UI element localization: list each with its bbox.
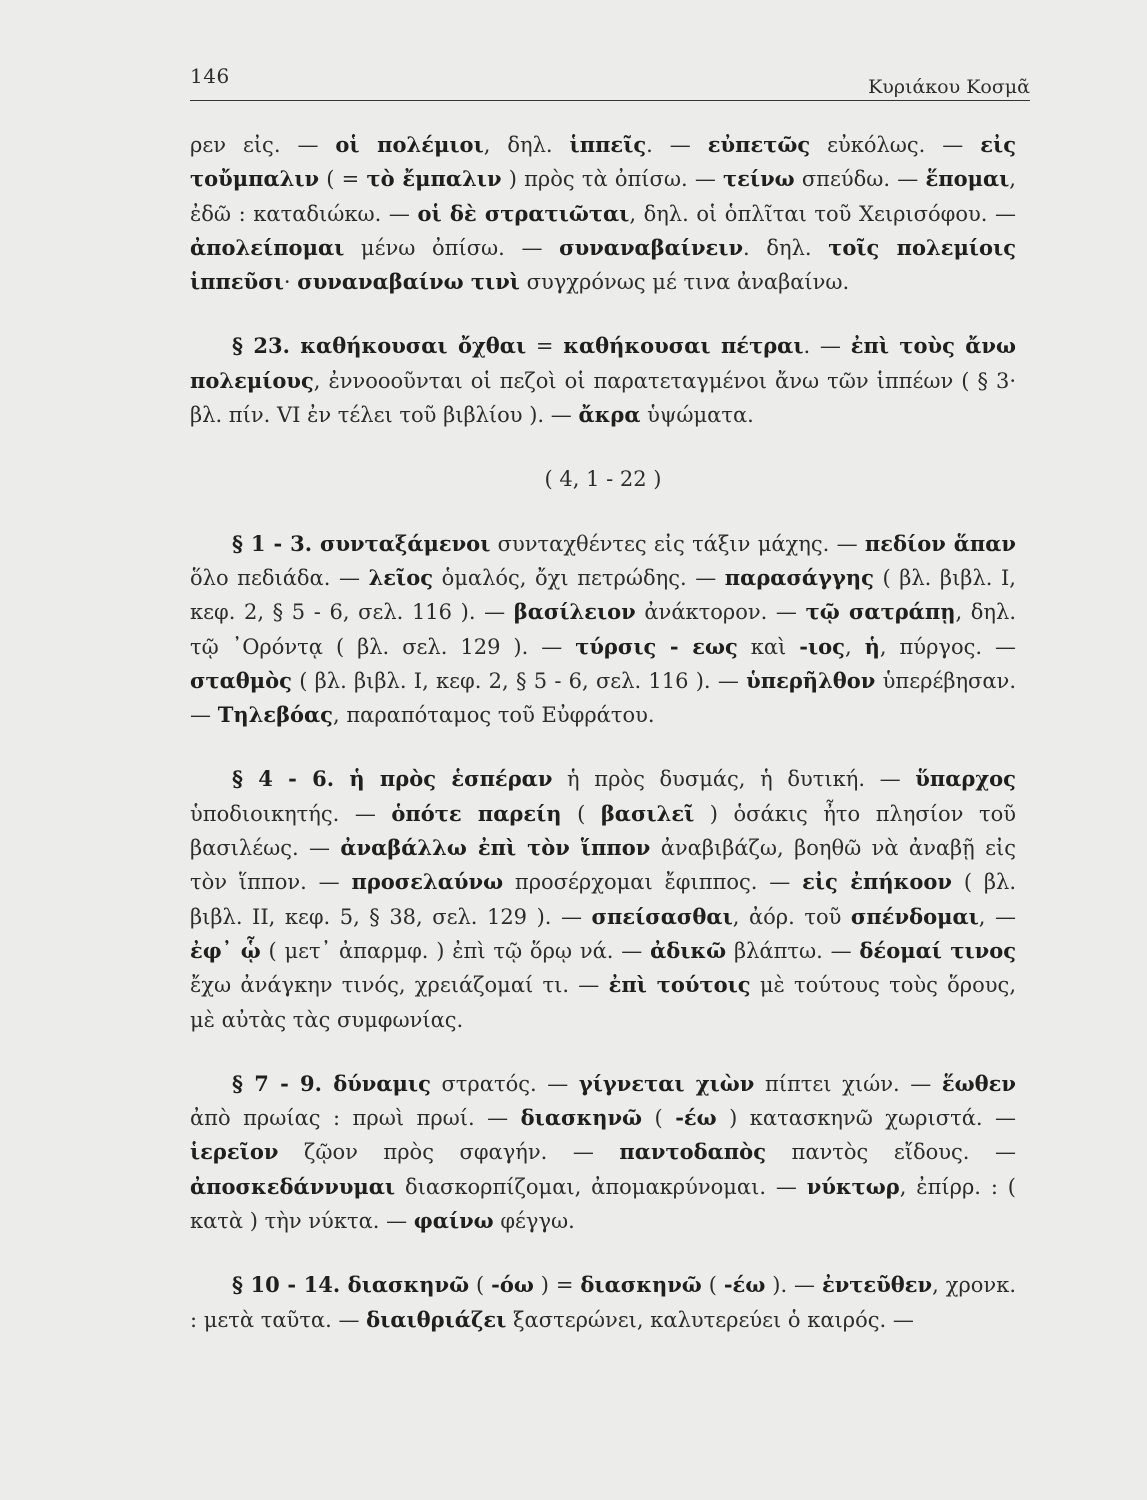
gloss-text: ( 4, 1 - 22 ) xyxy=(544,467,662,492)
gloss-text: . — xyxy=(646,133,708,157)
gloss-text: ρεν εἰς. — xyxy=(190,133,336,157)
chapter-reference xyxy=(190,462,1016,496)
paragraph-section-1-3 xyxy=(190,527,1016,733)
lemma-term: ἐφ᾽ ᾧ xyxy=(190,937,261,963)
lemma-term: ἕωθεν xyxy=(941,1070,1016,1096)
lemma-term: τῷ σατράπῃ xyxy=(805,599,956,625)
lemma-term: δέομαί τινος xyxy=(859,937,1016,963)
gloss-text: ἡ πρὸς δυσμάς, ἡ δυτική. — xyxy=(552,767,916,792)
lemma-term: τὸ ἔμπαλιν xyxy=(366,166,502,192)
gloss-text: ὑποδιοικητής. — xyxy=(190,801,392,826)
gloss-text: , παραπόταμος τοῦ Εὐφράτου. xyxy=(332,703,655,728)
lemma-term: εἰς ἐπήκοον xyxy=(802,869,953,895)
gloss-text: ξαστερώνει, καλυτερεύει ὁ καιρός. — xyxy=(506,1307,914,1332)
gloss-text: ἀπὸ πρωίας : πρωὶ πρωί. — xyxy=(190,1106,521,1131)
lemma-term: Τηλεβόας xyxy=(217,702,333,728)
gloss-text: ( βλ. βιβλ. II, κεφ. 5, § 38, σελ. 129 ). — xyxy=(190,870,1017,929)
lemma-term: παρασάγγης xyxy=(724,564,874,590)
lemma-term: ἐπὶ τοὺς ἄνω πολεμίους xyxy=(190,333,1016,393)
lemma-term: διασκηνῶ xyxy=(580,1272,702,1298)
gloss-text: προσέρχομαι ἔφιππος. — xyxy=(503,870,803,895)
paragraph-section-7-9 xyxy=(190,1067,1016,1238)
lemma-term: ἀναβάλλω ἐπὶ τὸν ἵππον xyxy=(340,835,651,861)
lemma-term: νύκτωρ xyxy=(806,1173,900,1199)
running-header xyxy=(190,62,1030,101)
gloss-text: ὑπερέβησαν. — xyxy=(190,668,1016,728)
gloss-text: διασκορπίζομαι, ἀπομακρύνομαι. — xyxy=(395,1174,807,1199)
gloss-text: ( = xyxy=(319,167,367,192)
lemma-term: -όω xyxy=(491,1272,534,1298)
gloss-text: , — xyxy=(978,904,1016,929)
gloss-text: βλάπτω. — xyxy=(726,938,860,963)
gloss-text: ) = xyxy=(533,1273,581,1298)
paragraph-section-23 xyxy=(190,329,1016,432)
gloss-text: ( xyxy=(469,1273,492,1298)
lemma-term: § 7 - 9. δύναμις xyxy=(232,1070,431,1096)
gloss-text: . δηλ. xyxy=(743,235,829,260)
gloss-text: ). — xyxy=(765,1273,822,1298)
lemma-term: § 23. καθήκουσαι ὄχθαι xyxy=(232,333,527,359)
gloss-text: , δηλ. xyxy=(483,133,570,157)
gloss-text: εὐκόλως. — xyxy=(810,133,981,157)
gloss-text: μένω ὀπίσω. — xyxy=(344,235,560,260)
paragraph-section-10-14 xyxy=(190,1268,1016,1337)
gloss-text: στρατός. — xyxy=(430,1071,579,1096)
lemma-term: ἱππεῖς xyxy=(569,132,647,157)
lemma-term: γίγνεται χιὼν xyxy=(578,1070,755,1096)
lemma-term: πεδίον ἅπαν xyxy=(864,530,1016,556)
gloss-text: σπεύδω. — xyxy=(794,167,926,192)
gloss-text: ἀναβιβάζω, βοηθῶ νὰ ἀναβῇ εἰς τὸν ἵππον. — xyxy=(190,836,1016,895)
lemma-term: ἄκρα xyxy=(578,402,641,428)
gloss-text: ( xyxy=(561,801,601,826)
gloss-text: = xyxy=(526,334,564,359)
lemma-term: ἡ xyxy=(864,633,880,659)
gloss-text: · xyxy=(283,270,298,295)
lemma-term: § 1 - 3. συνταξάμενοι xyxy=(232,530,491,556)
gloss-text: , χρονκ. : μετὰ ταῦτα. — xyxy=(190,1273,1017,1332)
gloss-text: ) κατασκηνῶ χωριστά. — xyxy=(716,1106,1017,1131)
lemma-term: βασίλειον xyxy=(513,599,636,625)
gloss-text: ) ὁσάκις ἦτο πλησίον τοῦ βασιλέως. — xyxy=(190,801,1016,861)
lemma-term: ὑπερῆλθον xyxy=(746,667,876,693)
gloss-text: ( μετ᾽ ἀπαρμφ. ) ἐπὶ τῷ ὅρῳ νά. — xyxy=(260,938,651,963)
page-body xyxy=(190,128,1016,1337)
gloss-text: ( βλ. βιβλ. I, κεφ. 2, § 5 - 6, σελ. 116 ). — xyxy=(291,668,747,693)
lemma-term: οἱ δὲ στρατιῶται xyxy=(417,200,630,226)
gloss-text: πίπτει χιών. — xyxy=(754,1071,942,1096)
paragraph-continuation xyxy=(190,128,1016,299)
gloss-text: ) πρὸς τὰ ὀπίσω. — xyxy=(501,167,724,192)
lemma-term: τείνω xyxy=(723,166,795,192)
lemma-term: -ιος xyxy=(799,633,845,659)
lemma-term: σπένδομαι xyxy=(850,903,979,929)
gloss-text: , ἐπίρρ. : ( κατὰ ) τὴν νύκτα. — xyxy=(190,1174,1016,1234)
gloss-text: ( xyxy=(701,1273,724,1298)
lemma-term: συναναβαίνειν xyxy=(559,234,744,260)
lemma-term: διαιθριάζει xyxy=(366,1306,507,1332)
lemma-term: ἕπομαι xyxy=(925,166,1010,192)
lemma-term: καθήκουσαι πέτραι xyxy=(563,333,804,359)
lemma-term: ἀδικῶ xyxy=(650,937,727,963)
gloss-text: συγχρόνως μέ τινα ἀναβαίνω. xyxy=(519,270,850,295)
gloss-text: ὑψώματα. xyxy=(640,403,754,428)
lemma-term: φαίνω xyxy=(413,1208,494,1234)
lemma-term: τύρσις - εως xyxy=(575,633,738,659)
page-number: 146 xyxy=(190,64,230,88)
lemma-term: σταθμὸς xyxy=(190,667,292,693)
lemma-term: συναναβαίνω τινὶ xyxy=(297,269,520,295)
gloss-text: ( βλ. βιβλ. I, κεφ. 2, § 5 - 6, σελ. 116 ). — xyxy=(190,565,1016,625)
lemma-term: εὐπετῶς xyxy=(707,132,811,157)
gloss-text: ὁμαλός, ὄχι πετρώδης. — xyxy=(433,565,725,590)
lemma-term: εἰς τοὔμπαλιν xyxy=(190,132,1016,192)
lemma-term: ὕπαρχος xyxy=(915,766,1016,792)
gloss-text: μὲ τούτους τοὺς ὅρους, μὲ αὐτὰς τὰς συμφωνίας. xyxy=(190,973,1016,1032)
lemma-term: ἐπὶ τούτοις xyxy=(608,972,751,998)
gloss-text: , δηλ. οἱ ὁπλῖται τοῦ Χειρισόφου. — xyxy=(629,201,1016,226)
lemma-term: οἱ πολέμιοι xyxy=(335,132,484,157)
lemma-term: προσελαύνω xyxy=(351,869,504,895)
lemma-term: ἀποσκεδάννυμαι xyxy=(190,1173,396,1199)
gloss-text: ( xyxy=(642,1106,676,1131)
gloss-text: . — xyxy=(803,334,851,359)
gloss-text: φέγγω. xyxy=(493,1209,575,1234)
lemma-term: ἐντεῦθεν xyxy=(821,1272,933,1298)
lemma-term: § 10 - 14. διασκηνῶ xyxy=(232,1272,470,1298)
gloss-text: ἔχω ἀνάγκην τινός, χρειάζομαί τι. — xyxy=(190,973,609,998)
lemma-term: -έω xyxy=(675,1105,717,1131)
gloss-text: , ἐννοοοῦνται οἱ πεζοὶ οἱ παρατεταγμένοι ἄνω τῶν ἱππέων ( § 3· βλ. πίν. VI ἐν τέλει τοῦ βιβλίου ). — xyxy=(190,368,1016,428)
lemma-term: ὁπότε παρείη xyxy=(391,800,562,826)
gloss-text: , ἐδῶ : καταδιώκω. — xyxy=(190,167,1016,226)
gloss-text: , ἀόρ. τοῦ xyxy=(732,904,851,929)
gloss-text: συνταχθέντες εἰς τάξιν μάχης. — xyxy=(490,531,865,556)
lemma-term: ἀπολείπομαι xyxy=(190,234,345,260)
lemma-term: παντοδαπὸς xyxy=(619,1139,766,1165)
paragraph-section-4-6 xyxy=(190,762,1016,1036)
gloss-text: , δηλ. τῷ ᾽Ορόντᾳ ( βλ. σελ. 129 ). — xyxy=(190,600,1016,659)
gloss-text: ἀνάκτορον. — xyxy=(635,600,806,625)
lemma-term: -έω xyxy=(723,1272,766,1298)
lemma-term: σπείσασθαι xyxy=(591,903,733,929)
gloss-text: , xyxy=(844,634,865,659)
lemma-term: λεῖος xyxy=(368,564,434,590)
gloss-text: ὅλο πεδιάδα. — xyxy=(190,565,369,590)
gloss-text: , πύργος. — xyxy=(879,634,1017,659)
lemma-term: τοῖς πολεμίοις ἱππεῦσι xyxy=(190,234,1016,295)
lemma-term: διασκηνῶ xyxy=(520,1105,643,1131)
gloss-text: ζῷον πρὸς σφαγήν. — xyxy=(278,1140,620,1165)
lemma-term: βασιλεῖ xyxy=(600,800,695,826)
lemma-term: ἱερεῖον xyxy=(190,1139,279,1165)
lemma-term: § 4 - 6. ἡ πρὸς ἑσπέραν xyxy=(232,766,553,792)
running-title: Κυριάκου Κοσμᾶ xyxy=(868,76,1030,98)
gloss-text: καὶ xyxy=(737,634,800,659)
gloss-text: παντὸς εἴδους. — xyxy=(765,1140,1016,1165)
